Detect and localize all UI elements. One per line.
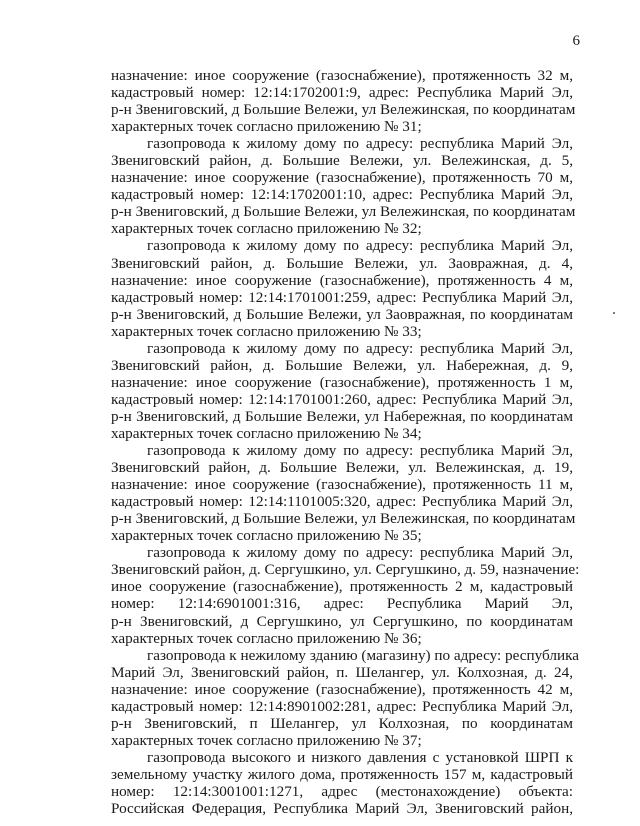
text-line: номер: 12:14:3001001:1271, адрес (местонахождение) объекта: — [111, 782, 573, 800]
text-line: газопровода к жилому дому по адресу: республика Марий Эл, — [147, 339, 573, 357]
text-line: назначение: иное сооружение (газоснабжение), протяженность 42 м, — [111, 680, 573, 698]
paragraph — [111, 749, 573, 817]
text-line: кадастровый номер: 12:14:1702001:9, адрес: Республика Марий Эл, — [111, 84, 573, 102]
text-line: характерных точек согласно приложению № 34; — [111, 424, 422, 442]
text-line: кадастровый номер: 12:14:1702001:10, адрес: Республика Марий Эл, — [111, 186, 573, 204]
page-number: 6 — [572, 33, 580, 49]
text-line: назначение: иное сооружение (газоснабжение), протяженность 32 м, — [111, 67, 573, 84]
text-line: Марий Эл, Звениговский район, п. Шелангер, ул. Колхозная, д. 24, — [111, 663, 573, 681]
text-line: Звениговский район, д. Большие Вележи, ул. Заовражная, д. 4, — [111, 254, 573, 272]
text-line: р-н Звениговский, д Большие Вележи, ул Заовражная, по координатам — [111, 305, 573, 323]
paragraph — [111, 442, 576, 545]
text-line: назначение: иное сооружение (газоснабжение), протяженность 1 м, — [111, 373, 573, 391]
text-line: р-н Звениговский, д Сергушкино, ул Сергушкино, по координатам — [111, 612, 573, 630]
text-line: назначение: иное сооружение (газоснабжение), протяженность 70 м, — [111, 169, 573, 187]
text-line: характерных точек согласно приложению № 37; — [111, 731, 422, 749]
text-line: земельному участку жилого дома, протяженность 157 м, кадастровый — [111, 765, 573, 783]
paragraph — [111, 67, 576, 136]
paragraph — [111, 646, 579, 749]
paragraph — [111, 237, 573, 339]
text-line: Звениговский район, д. Большие Вележи, ул. Вележинская, д. 5, — [111, 152, 573, 170]
text-line: Звениговский район, д. Сергушкино, ул. Сергушкино, д. 59, назначение: — [111, 561, 580, 579]
text-line: характерных точек согласно приложению № 33; — [111, 322, 422, 340]
text-line: р-н Звениговский, д Большие Вележи, ул Вележинская, по координатам — [111, 510, 576, 528]
text-line: газопровода высокого и низкого давления с установкой ШРП к — [147, 748, 573, 766]
text-line: назначение: иное сооружение (газоснабжение), протяженность 11 м, — [111, 476, 573, 494]
text-line: кадастровый номер: 12:14:1701001:259, адрес: Республика Марий Эл, — [111, 288, 573, 306]
text-line: газопровода к жилому дому по адресу: республика Марий Эл, — [147, 237, 573, 255]
text-line: номер: 12:14:6901001:316, адрес: Республика Марий Эл, — [111, 595, 573, 613]
text-line: Российская Федерация, Республика Марий Эл, Звениговский район, — [111, 800, 573, 818]
text-line: Звениговский район, д. Большие Вележи, ул. Набережная, д. 9, — [111, 356, 573, 374]
text-line: назначение: иное сооружение (газоснабжение), протяженность 4 м, — [111, 271, 573, 289]
text-line: характерных точек согласно приложению № 32; — [111, 220, 422, 238]
text-line: р-н Звениговский, д Большие Вележи, ул Вележинская, по координатам — [111, 203, 576, 221]
scan-speck — [613, 312, 615, 314]
paragraph — [111, 544, 580, 647]
text-line: газопровода к жилому дому по адресу: республика Марий Эл, — [147, 135, 573, 153]
text-line: Звениговский район, д. Большие Вележи, ул. Вележинская, д. 19, — [111, 459, 573, 477]
text-line: р-н Звениговский, д Большие Вележи, ул Набережная, по координатам — [111, 407, 573, 425]
text-line: иное сооружение (газоснабжение), протяженность 2 м, кадастровый — [111, 578, 573, 596]
text-line: характерных точек согласно приложению № 36; — [111, 629, 422, 647]
text-line: р-н Звениговский, п Шелангер, ул Колхозная, по координатам — [111, 714, 573, 732]
text-line: газопровода к жилому дому по адресу: республика Марий Эл, — [147, 544, 573, 562]
text-line: характерных точек согласно приложению № 35; — [111, 527, 422, 545]
text-line: кадастровый номер: 12:14:1101005:320, адрес: Республика Марий Эл, — [111, 493, 573, 511]
text-line: газопровода к нежилому зданию (магазину) по адресу: республика — [147, 646, 579, 664]
text-line: кадастровый номер: 12:14:8901002:281, адрес: Республика Марий Эл, — [111, 697, 573, 715]
paragraph — [111, 340, 573, 442]
text-line: характерных точек согласно приложению № 31; — [111, 118, 422, 136]
text-line: кадастровый номер: 12:14:1701001:260, адрес: Республика Марий Эл, — [111, 390, 573, 408]
text-line: р-н Звениговский, д Большие Вележи, ул Вележинская, по координатам — [111, 101, 576, 119]
text-line: газопровода к жилому дому по адресу: республика Марий Эл, — [147, 442, 573, 460]
paragraph — [111, 135, 576, 238]
document-body — [111, 67, 580, 818]
